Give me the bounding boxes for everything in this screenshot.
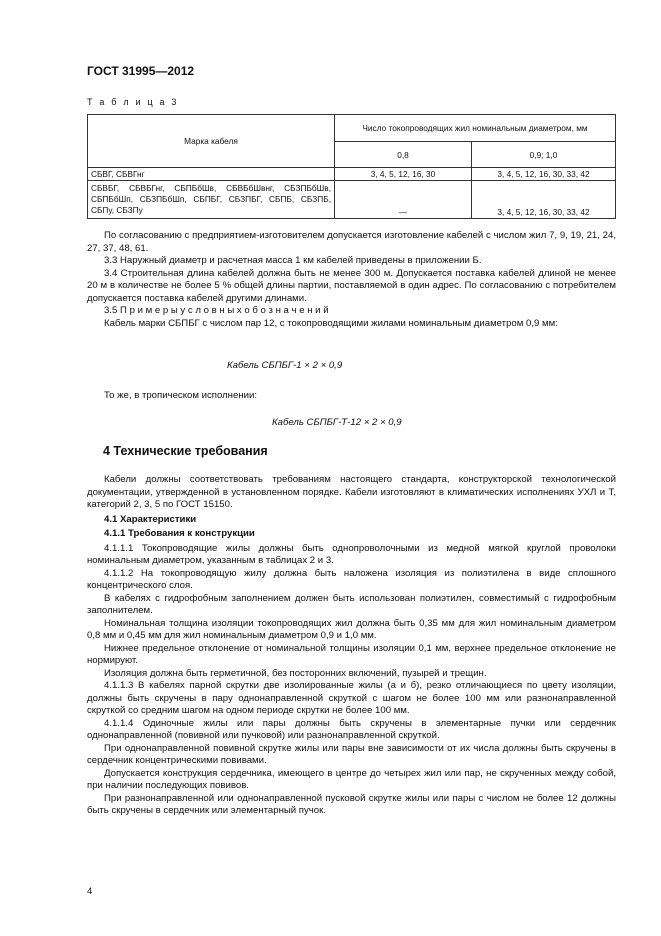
column-header-group: Число токопроводящих жил номинальным диаметром, мм [335,115,616,142]
section-4-text [87,474,616,818]
paragraph: Нижнее предельное отклонение от номинальной толщины изоляции 0,1 мм, верхнее предельное отклонение не нормируют. [87,642,616,666]
paragraph: В кабелях с гидрофобным заполнением должен быть использован полиэтилен, совместимый с гидрофобным заполнителем. [87,592,616,616]
subheading-4-1: 4.1 Характеристики [104,513,197,525]
paragraph: 4.1.1.4 Одиночные жилы или пары должны быть скручены в элементарные пучки или сердечник однонаправленной (повивной или пучковой) или разнонаправленной скруткой. [87,717,616,741]
paragraph: 3.3 Наружный диаметр и расчетная масса 1 км кабелей приведены в приложении Б. [104,255,482,266]
formula-1: Кабель СБПБГ-1 × 2 × 0,9 [227,360,343,371]
cable-table [87,114,616,219]
examples-heading: 3.5 П р и м е р ы у с л о в н ы х о б о з н а ч е н и й [104,305,329,316]
page-number: 4 [87,886,93,897]
section-4-heading: 4 Технические требования [103,444,268,458]
paragraph: 3.4 Строительная длина кабелей должна быть не менее 300 м. Допускается поставка кабелей длиной не менее 20 м в количестве не более 5 % общей длины партии, поставляемой в один адрес. По согласованию с потребителем допускается поставка кабелей другими длинами. [87,267,616,304]
subheading-4-1-1: 4.1.1 Требования к конструкции [104,528,255,539]
table-row [88,168,616,181]
paragraph: 4.1.1.2 На токопроводящую жилу должна быть наложена изоляция из полиэтилена в виде сплошного концентрического слоя. [87,567,616,591]
paragraph: Кабель марки СБПБГ с числом пар 12, с токопроводящими жилами номинальным диаметром 0,9 мм: [104,317,558,329]
column-header-mark: Марка кабеля [88,115,335,168]
table-cell-a: — [335,181,472,219]
paragraph: Изоляция должна быть герметичной, без посторонних включений, пузырей и трещин. [104,667,487,679]
section-3-text [87,230,616,330]
formula-2: Кабель СБПБГ-Т-12 × 2 × 0,9 [272,417,402,428]
table-cell-b: 3, 4, 5, 12, 16, 30, 33, 42 [472,168,616,181]
paragraph: 4.1.1.3 В кабелях парной скрутки две изолированные жилы (а и б), резко отличающиеся по цвету изоляции, должны быть скручены в пару однонаправленной скруткой с шагом не более 100 мм или разнонаправленной скруткой со средним шагом на одном периоде скрутки не более 100 мм. [87,680,616,716]
paragraph: По согласованию с предприятием-изготовителем допускается изготовление кабелей с числом жил 7, 9, 19, 21, 24, 27, 37, 48, 61. [87,230,616,254]
table-cell-a: 3, 4, 5, 12, 16, 30 [335,168,472,181]
table-row [88,181,616,219]
column-header-a: 0,8 [335,142,472,168]
paragraph: Допускается конструкция сердечника, имеющего в центре до четырех жил или пар, не скрученных между собой, при наличии последующих повивов. [87,767,616,791]
table-caption: Т а б л и ц а 3 [87,97,179,107]
table-cell-b: 3, 4, 5, 12, 16, 30, 33, 42 [472,181,616,219]
paragraph: Кабели должны соответствовать требованиям настоящего стандарта, конструкторской технологической документации, утвержденной в установленном порядке. Кабели изготовляют в климатических исполнениях УХЛ и Т, категорий 2, 3, 5 по ГОСТ 15150. [87,474,616,510]
document-header: ГОСТ 31995—2012 [87,64,195,78]
paragraph: То же, в тропическом исполнении: [104,390,257,401]
column-header-b: 0,9; 1,0 [472,142,616,168]
paragraph: 4.1.1.1 Токопроводящие жилы должны быть однопроволочными из медной мягкой круглой проволоки номинальным диаметром, указанным в таблицах 2 и 3. [87,542,616,566]
paragraph: Номинальная толщина изоляции токопроводящих жил должна быть 0,35 мм для жил номинальным диаметром 0,8 мм и 0,45 мм для жил номинальным диаметром 0,9 и 1,0 мм. [87,617,616,641]
table-cell-mark: СБВГ, СБВГнг [88,168,335,181]
table-cell-mark: СБВБГ, СБВБГнг, СБПБбШв, СБВБбШвнг, СБЗПБбШв, СБПБбШп, СБЗПБбШп, СБПБГ, СБЗПБГ, СБПБ, СБЗПБ, СБПу, СБЗПу [88,181,335,219]
paragraph: При разнонаправленной или однонаправленной пусковой скрутке жилы или пары с числом не более 12 должны быть скручены в сердечник или элементарный пучок. [87,792,616,816]
paragraph: При однонаправленной повивной скрутке жилы или пары вне зависимости от их числа должны быть скручены в сердечник концентрическими повивами. [87,742,616,766]
